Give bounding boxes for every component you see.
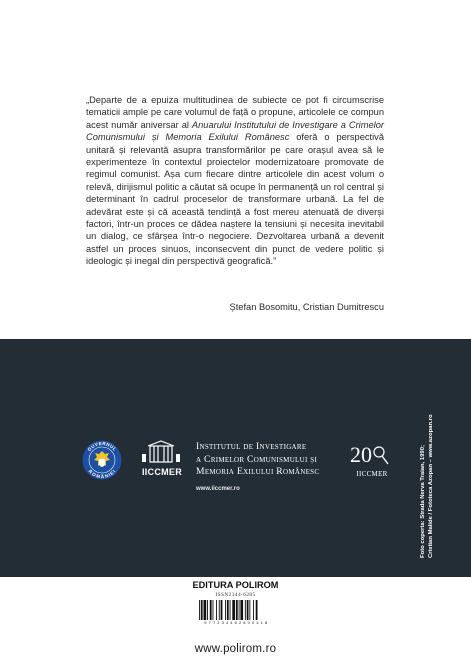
barcode-digits: 9 7 7 2 3 4 4 6 2 8 0 0 4 1 8	[204, 620, 268, 625]
quote-authors: Ștefan Bosomitu, Cristian Dumitrescu	[229, 302, 384, 312]
photo-credit-line: Cristian Malide / Fototeca Azopan – www.azopan.ro	[428, 414, 435, 558]
barcode-bar	[236, 600, 238, 620]
anniversary-number: 20	[350, 442, 372, 467]
barcode-bar	[253, 600, 254, 620]
institute-name	[196, 441, 346, 479]
barcode-bar	[247, 600, 249, 620]
barcode-bar	[249, 600, 250, 620]
publisher-name: EDITURA POLIROM	[192, 580, 279, 590]
institute-name-line: a Crimelor Comunismului și	[196, 453, 318, 465]
iiccmer-logo-text: IICCMER	[141, 467, 183, 477]
issn-number: ISSN2344-6285	[215, 592, 256, 598]
barcode-bar	[204, 600, 207, 620]
publisher-website[interactable]: www.polirom.ro	[194, 643, 277, 655]
quote-text-start: „Departe de a epuiza multitudinea de subiecte ce pot fi circumscrise tematicii ample pe care volumul de față o propune, articolele ce compun acest număr aniversar al	[86, 95, 384, 130]
barcode-bar	[245, 600, 246, 620]
photo-credits	[419, 358, 436, 558]
barcode-bar	[219, 600, 220, 620]
quote-text-end: oferă o perspectivă unitară și relevantă asupra transformărilor pe care orașul avea să le experimenteze în contextul proiectelor modernizatoare promovate de regimul comunist. Așa cum fiecare dintre articolele din acest volum o relevă, dirijismul politic a căutat să ocupe în permanență un rol central și determinant în cadrul proceselor de transformare urbană. La fel de adevărat este și că această tendință a fost mereu atenuată de diverși factori, într-un proces ce dădea naștere la tensiuni și necesita inevitabil un dialog, ce sfârșea într-o negociere. Dezvoltarea urbană a devenit astfel un proces sinuos, inconsecvent din punct de vedere politic și ideologic și inegal din perspectivă geografică.”	[86, 132, 385, 267]
barcode-bar	[256, 600, 258, 620]
barcode-bar	[225, 600, 226, 620]
barcode-bar	[199, 600, 200, 620]
barcode-icon	[199, 600, 273, 620]
barcode-bar	[210, 600, 212, 620]
barcode-bar	[230, 600, 231, 620]
anniversary-logo-text: IICCMER	[356, 470, 388, 478]
romanian-government-logo-icon	[82, 440, 122, 480]
barcode-bar	[221, 600, 223, 620]
barcode-bar	[239, 600, 240, 620]
institute-name-line: Memoria Exilului Românesc	[196, 466, 320, 477]
gov-logo-top-text: GUVERNUL	[86, 440, 118, 453]
barcode-bar	[213, 600, 214, 620]
back-cover-quote	[86, 94, 384, 268]
gov-logo-bottom-text: ROMÂNIEI	[87, 468, 117, 480]
barcode-bar	[201, 600, 203, 620]
barcode-bar	[207, 600, 208, 620]
barcode-bar	[227, 600, 229, 620]
journal-title: Anuarului Institutului de Investigare a Crimelor Comunismului și Memoria Exilului Românesc	[86, 119, 384, 143]
photo-credit-line: Foto coperta: Strada Nerva Traian, 1990;	[420, 445, 426, 558]
institute-name-line: Institutul de Investigare	[196, 441, 307, 452]
barcode-bar	[232, 600, 235, 620]
barcode-bar	[216, 600, 217, 620]
institute-website[interactable]: www.iiccmer.ro	[196, 486, 240, 492]
barcode-bar	[240, 600, 243, 620]
